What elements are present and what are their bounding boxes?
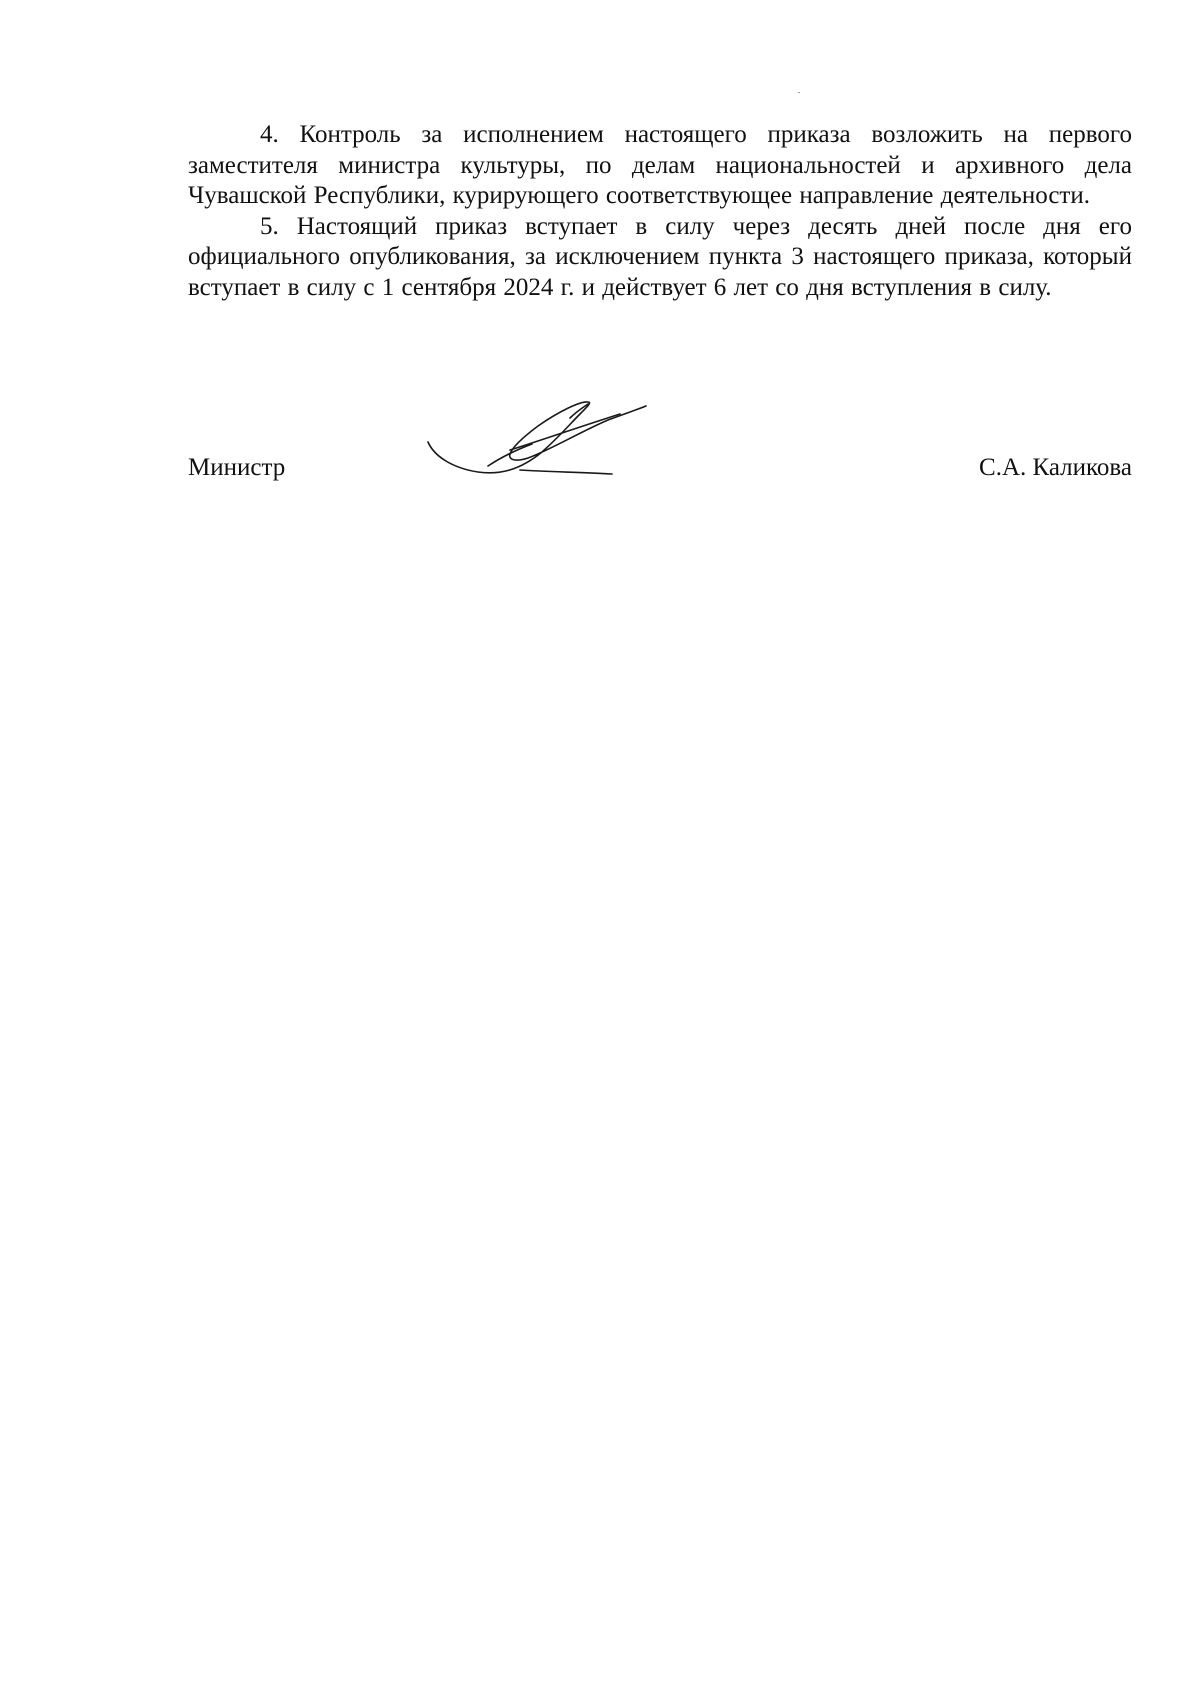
scan-speck — [798, 92, 800, 93]
signer-position: Министр — [188, 454, 286, 481]
paragraph-5: 5. Настоящий приказ вступает в силу через десять дней после дня его официального опубликования, за исключением пункта 3 настоящего приказа, который вступает в силу с 1 сентября 2024 г. и действует 6 лет со дня вступления в силу. — [188, 212, 1132, 301]
document-body — [188, 120, 1132, 303]
signature-block — [188, 448, 1132, 488]
paragraph-4: 4. Контроль за исполнением настоящего приказа возложить на первого заместителя министра культуры, по делам национальностей и архивного дела Чувашской Республики, курирующего соответствующее направление деятельности. — [188, 121, 1132, 209]
signer-name: С.А. Каликова — [979, 454, 1132, 481]
